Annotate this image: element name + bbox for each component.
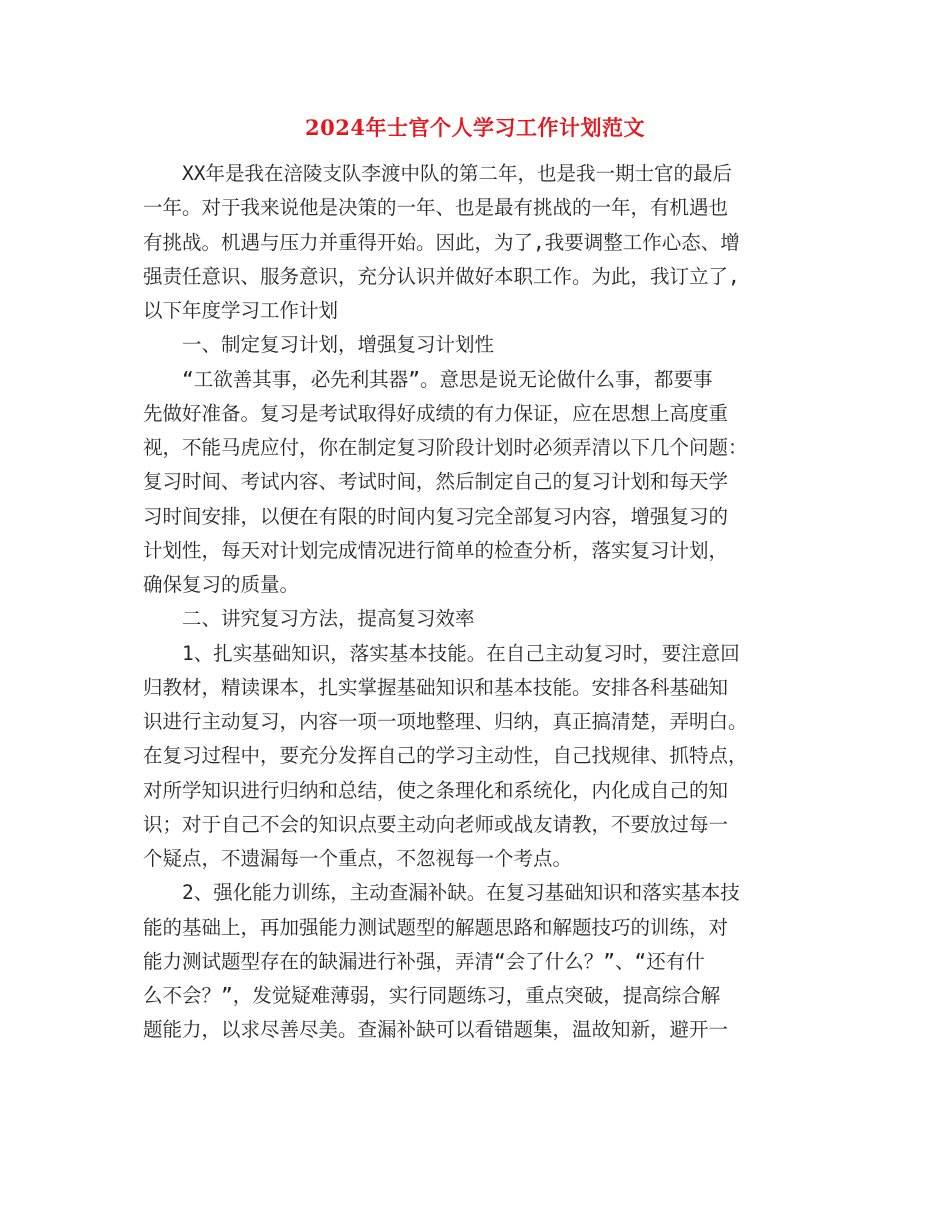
text-line: 2、强化能力训练，主动查漏补缺。在复习基础知识和落实基本技	[143, 881, 740, 905]
text-line: 有挑战。机遇与压力并重得开始。因此，为了,我要调整工作心态、增	[143, 230, 740, 254]
text-line: 识进行主动复习，内容一项一项地整理、归纳，真正搞清楚，弄明白。	[143, 710, 748, 733]
text-line: 1、扎实基础知识，落实基本技能。在自己主动复习时，要注意回	[143, 641, 740, 665]
text-line: “工欲善其事，必先利其器”。意思是说无论做什么事，都要事	[143, 367, 713, 391]
section-heading: 二、讲究复习方法，提高复习效率	[143, 607, 475, 631]
text-line: 么不会？”，发觉疑难薄弱，实行同题练习，重点突破，提高综合解	[143, 984, 721, 1007]
text-line: 复习时间、考试内容、考试时间，然后制定自己的复习计划和每天学	[143, 470, 729, 494]
document-body	[143, 157, 813, 1048]
text-line: 以下年度学习工作计划	[143, 299, 339, 322]
text-line: 能的基础上，再加强能力测试题型的解题思路和解题技巧的训练，对	[143, 915, 729, 939]
text-line: 对所学知识进行归纳和总结，使之条理化和系统化，内化成自己的知	[143, 778, 729, 802]
text-line: 归教材，精读课本，扎实掌握基础知识和基本技能。安排各科基础知	[143, 675, 729, 699]
text-line: 计划性，每天对计划完成情况进行简单的检查分析，落实复习计划，	[143, 538, 729, 562]
text-line: 强责任意识、服务意识，充分认识并做好本职工作。为此，我订立了,	[143, 264, 740, 288]
text-line: 个疑点，不遗漏每一个重点，不忽视每一个考点。	[143, 847, 573, 870]
text-line: 识；对于自己不会的知识点要主动向老师或战友请教，不要放过每一	[143, 812, 729, 836]
text-line: XX年是我在涪陵支队李渡中队的第二年，也是我一期士官的最后	[143, 162, 732, 185]
text-line: 在复习过程中，要充分发挥自己的学习主动性，自己找规律、抓特点，	[143, 744, 748, 768]
text-line: 题能力，以求尽善尽美。查漏补缺可以看错题集，温故知新，避开一	[143, 1018, 729, 1042]
text-line: 能力测试题型存在的缺漏进行补强，弄清“会了什么？”、“还有什	[143, 949, 705, 973]
text-line: 先做好准备。复习是考试取得好成绩的有力保证，应在思想上高度重	[143, 401, 729, 425]
text-line: 一年。对于我来说他是决策的一年、也是最有挑战的一年，有机遇也	[143, 196, 729, 220]
text-line: 习时间安排，以便在有限的时间内复习完全部复习内容，增强复习的	[143, 504, 729, 528]
text-line: 视，不能马虎应付，你在制定复习阶段计划时必须弄清以下几个问题：	[143, 436, 748, 459]
section-heading: 一、制定复习计划，增强复习计划性	[143, 333, 495, 357]
text-line: 确保复习的质量。	[143, 573, 300, 596]
document-title: 2024年士官个人学习工作计划范文	[305, 115, 645, 140]
